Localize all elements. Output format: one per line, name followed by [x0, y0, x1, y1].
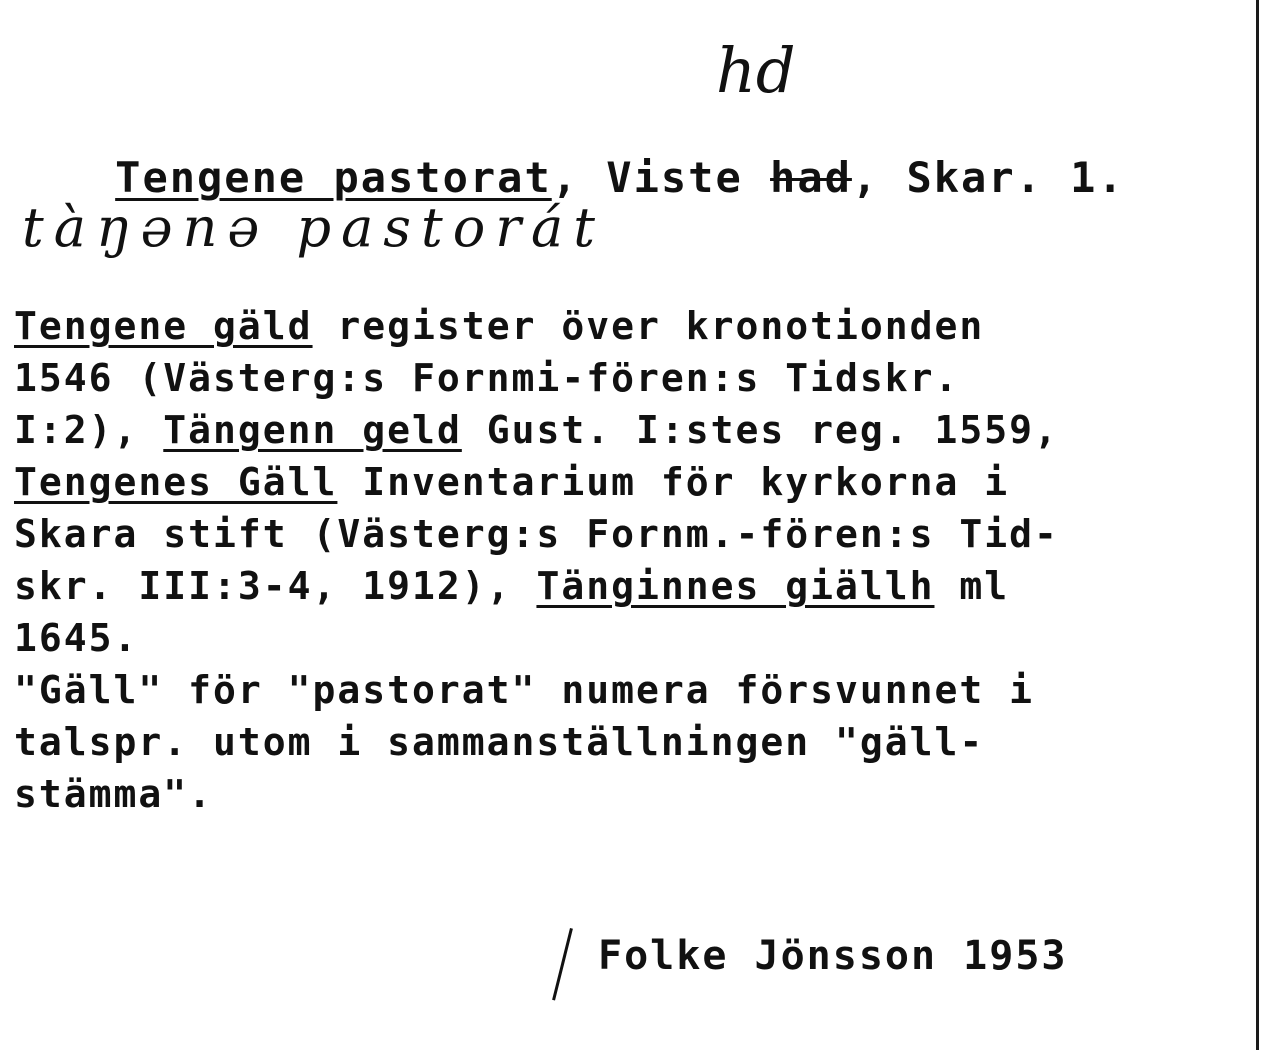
body-line-3-text: Gust. I:stes reg. 1559, — [461, 408, 1059, 452]
body-line-6 — [14, 560, 1059, 612]
body-line-3-prefix: I:2), — [14, 408, 164, 452]
header-district-text: , Skar. 1. — [851, 153, 1125, 202]
form-tangenn-geld: Tängenn geld — [163, 408, 462, 452]
body-line-2: 1546 (Västerg:s Fornmi-fören:s Tidskr. — [14, 356, 960, 400]
body-line-1 — [14, 300, 1059, 352]
body-line-3 — [14, 404, 1059, 456]
body-line-6-prefix: skr. III:3-4, 1912), — [14, 564, 537, 608]
signature-slash — [552, 928, 573, 1001]
body-line-8: "Gäll" för "pastorat" numera försvunnet i — [14, 668, 1034, 712]
form-tanginnes-giallh: Tänginnes giällh — [536, 564, 935, 608]
handwritten-correction: hd — [716, 34, 796, 107]
body-line-10: stämma". — [14, 772, 214, 816]
body-text — [14, 300, 1059, 820]
place-name-heading: Tengene pastorat — [115, 153, 552, 202]
body-line-5: Skara stift (Västerg:s Fornm.-fören:s Tid- — [14, 512, 1059, 556]
card-edge-border — [1256, 0, 1259, 1050]
body-line-9: talspr. utom i sammanställningen "gäll- — [14, 720, 985, 764]
struck-abbreviation: had — [770, 153, 852, 202]
form-tengene-gald: Tengene gäld — [14, 304, 313, 348]
body-line-1-text: register över kronotionden — [312, 304, 985, 348]
header-parish-text: , Viste — [551, 153, 771, 202]
body-line-7: 1645. — [14, 616, 139, 660]
body-line-4-text: Inventarium för kyrkorna i — [337, 460, 1010, 504]
form-tengenes-gall: Tengenes Gäll — [14, 460, 338, 504]
body-line-4 — [14, 456, 1059, 508]
body-line-6-text: ml — [934, 564, 1010, 608]
signature: Folke Jönsson 1953 — [598, 933, 1068, 979]
handwritten-pronunciation: tàŋənə pastorát — [22, 196, 605, 259]
